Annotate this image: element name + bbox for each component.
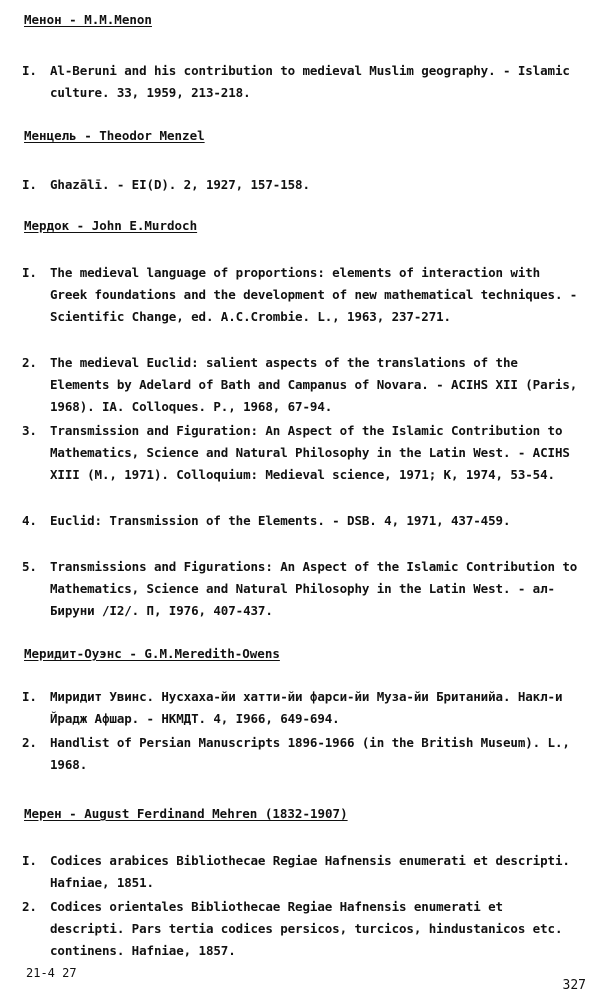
entry-text: Ghazālī. - EI(D). 2, 1927, 157-158.: [50, 177, 310, 192]
entry-text: Миридит Увинс. Нусхаха-йи хатти-йи фарси-йи Муза-йи Британийа. Накл-и Йрадж Афшар. - НКМДТ. 4, I966, 649-694.: [50, 689, 563, 726]
bibliography-entry: [22, 174, 584, 196]
page-number: 327: [562, 978, 586, 993]
author-heading-murdoch: Мердок - John E.Murdoch: [24, 218, 198, 233]
bibliography-entry: [22, 732, 584, 776]
entry-number: 4.: [22, 513, 37, 528]
bibliography-entry: [22, 60, 584, 104]
entry-text: Transmission and Figuration: An Aspect of the Islamic Contribution to Mathematics, Science and Natural Philosophy in the Latin West. - ACIHS XIII (М., 1971). Colloquium: Medieval science, 1971; К, 1974, 53-54.: [50, 423, 570, 482]
entry-text: Transmissions and Figurations: An Aspect of the Islamic Contribution to Mathematics, Science and Natural Philosophy in the Latin West. - ал-Бируни /I2/. П, I976, 407-437.: [50, 559, 578, 618]
entry-text: Codices arabices Bibliothecae Regiae Hafnensis enumerati et descripti. Hafniae, 1851.: [50, 853, 570, 890]
author-heading-menzel: Менцель - Theodor Menzel: [24, 128, 205, 143]
bibliography-entry: [22, 850, 584, 894]
entry-number: I.: [22, 177, 37, 192]
author-heading-meredith-owens: Меридит-Оуэнс - G.M.Meredith-Owens: [24, 646, 280, 661]
bibliography-entry: [22, 686, 584, 730]
author-heading-mehren: Мерен - August Ferdinand Mehren (1832-1907): [24, 806, 348, 821]
entry-text: Euclid: Transmission of the Elements. - DSB. 4, 1971, 437-459.: [50, 513, 511, 528]
entry-text: The medieval Euclid: salient aspects of the translations of the Elements by Adelard of Bath and Campanus of Novara. - ACIHS XII (Paris, 1968). IA. Colloques. P., 1968, 67-94.: [50, 355, 578, 414]
entry-number: 3.: [22, 423, 37, 438]
bibliography-entry: [22, 262, 584, 328]
bibliography-entry: [22, 896, 584, 962]
entry-number: 2.: [22, 355, 37, 370]
entry-number: I.: [22, 265, 37, 280]
bibliography-entry: [22, 352, 584, 418]
bibliography-entry: [22, 556, 584, 622]
bibliography-entry: [22, 510, 584, 532]
entry-text: Handlist of Persian Manuscripts 1896-1966 (in the British Museum). L., 1968.: [50, 735, 570, 772]
entry-number: 2.: [22, 735, 37, 750]
printer-signature: 21-4 27: [26, 966, 77, 980]
entry-text: Codices orientales Bibliothecae Regiae Hafnensis enumerati et descripti. Pars tertia codices persicos, turcicos, hindustanicos etc. continens. Hafniae, 1857.: [50, 899, 563, 958]
bibliography-entry: [22, 420, 584, 486]
author-heading-menon: Менон - М.М.Menon: [24, 12, 152, 27]
entry-text: The medieval language of proportions: elements of interaction with Greek foundations and the development of new mathematical techniques. - Scientific Change, ed. A.C.Crombie. L., 1963, 237-271.: [50, 265, 578, 324]
entry-text: Al-Beruni and his contribution to medieval Muslim geography. - Islamic culture. 33, 1959, 213-218.: [50, 63, 570, 100]
entry-number: I.: [22, 689, 37, 704]
entry-number: I.: [22, 63, 37, 78]
entry-number: 5.: [22, 559, 37, 574]
entry-number: I.: [22, 853, 37, 868]
entry-number: 2.: [22, 899, 37, 914]
